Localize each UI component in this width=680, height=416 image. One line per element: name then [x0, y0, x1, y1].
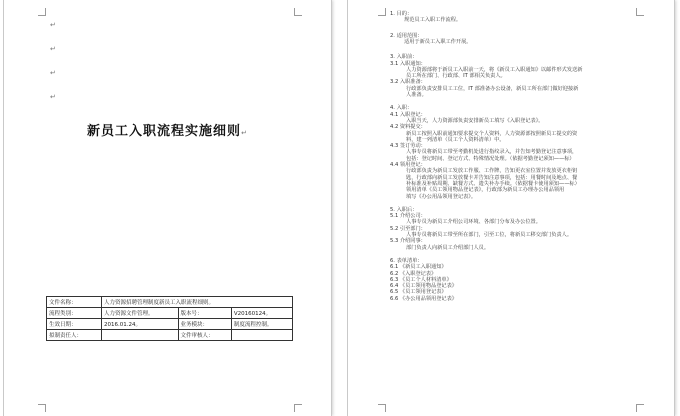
margin-corner-mark — [378, 8, 386, 16]
table-cell-label[interactable]: 业务模块： — [178, 319, 231, 330]
table-cell-value[interactable] — [231, 330, 292, 341]
table-cell-value[interactable]: 人力资源文件管理。 — [102, 308, 179, 319]
paragraph-mark: ↵ — [241, 129, 248, 137]
subsection-text: 新员工按照入职前通知要求提交个人资料，人力资源部按照新员工提交的资 — [406, 130, 578, 137]
table-cell-label[interactable]: 生效日期： — [47, 319, 102, 330]
subsection-text: 填写《办公用品领用登记表》。 — [406, 193, 477, 200]
section-heading: 5. 入职后： — [390, 206, 418, 213]
margin-corner-mark — [636, 404, 644, 412]
margin-corner-mark — [294, 8, 302, 16]
margin-corner-mark — [38, 404, 46, 412]
subsection-heading: 5.1 介绍公司： — [390, 213, 426, 220]
info-table-row — [47, 319, 293, 330]
subsection-text: 领用清单《员工领用物品登记表》，行政部为新员工办理办公用品领用 — [406, 187, 565, 194]
table-cell-label[interactable]: 文件名称： — [47, 297, 102, 308]
info-table-row — [47, 330, 293, 341]
section-heading: 3. 入职前： — [390, 54, 418, 61]
section-text: 规范员工入职工作流程。 — [404, 17, 462, 24]
section-heading: 6. 表单清单： — [390, 257, 423, 264]
table-cell-value[interactable]: 2016.01.24。 — [102, 319, 179, 330]
margin-corner-mark — [294, 404, 302, 412]
subsection-heading: 5.2 引至部门： — [390, 225, 426, 232]
table-cell-value[interactable]: 制度流程控制。 — [231, 319, 292, 330]
subsection-heading: 6.5 《员工领用登记表》 — [390, 289, 447, 296]
info-table-row — [47, 308, 293, 319]
margin-corner-mark — [378, 404, 386, 412]
document-title-text: 新员工入职流程实施细则 — [87, 124, 242, 139]
subsection-heading: 6.1 《新员工入职通知》 — [390, 264, 447, 271]
paragraph-mark: ↵ — [50, 93, 56, 101]
document-page-2 — [348, 0, 674, 416]
document-info-table[interactable] — [46, 296, 293, 341]
subsection-text: 补标准及补贴周期、缺餐方式、遗失补办手续。（依据餐卡使用须知——标） — [406, 180, 580, 187]
subsection-heading: 3.1 入职通知： — [390, 60, 426, 67]
section-heading: 2. 适用范围： — [390, 32, 423, 39]
subsection-text: 包括：登记时间、登记方式、特殊情况处理。（依据考勤登记须知——标） — [406, 155, 575, 162]
info-table-row — [47, 297, 293, 308]
paragraph-mark: ↵ — [50, 21, 56, 29]
subsection-text: 人事专员将新员工带至所在部门，引至工位，将新员工移交部门负责人。 — [406, 232, 573, 238]
paragraph-mark: ↵ — [50, 69, 56, 77]
subsection-heading: 6.2 《入职登记表》 — [390, 270, 437, 277]
subsection-text: 人事专员将新员工带至考勤机处进行指纹录入，并告知考勤登记注意事项， — [406, 149, 578, 156]
document-page-1 — [4, 0, 331, 416]
subsection-text: 行政部负责为新员工发放工作服、工作牌，告知更衣室位置并发放更衣柜钥 — [406, 168, 578, 175]
table-cell-value[interactable]: V20160124。 — [231, 308, 292, 319]
subsection-text: 行政部负责安排员工工位，IT 部准备办公设备，新员工所在部门做好迎接新 — [406, 85, 579, 92]
subsection-heading: 6.6 《办公用品领用登记表》 — [390, 295, 457, 302]
subsection-heading: 6.3 《员工个人材料清单》 — [390, 276, 452, 283]
margin-corner-mark — [38, 8, 46, 16]
margin-corner-mark — [636, 8, 644, 16]
subsection-text: 料，建一列清单（员工个人资料清单）中。 — [406, 136, 505, 143]
subsection-text: 人事专员为新员工介绍公司环境、各部门分布及办公位置。 — [406, 219, 541, 226]
subsection-text: 入职当天，人力资源部负责安排新员工填写《入职登记表》。 — [406, 117, 544, 124]
subsection-heading: 5.3 介绍同事： — [390, 238, 426, 245]
subsection-heading: 4.1 入职登记： — [390, 111, 426, 118]
document-title[interactable] — [4, 120, 331, 139]
subsection-heading: 4.3 签订劳动： — [390, 143, 426, 150]
subsection-heading: 3.2 入职准备： — [390, 79, 426, 86]
subsection-heading: 4.4 领用登记： — [390, 162, 426, 168]
section-heading: 4. 入职： — [390, 105, 413, 112]
subsection-text: 部门负责人向新员工介绍部门人员。 — [406, 244, 490, 251]
table-cell-label[interactable]: 文件审核人： — [178, 330, 231, 341]
table-cell-value[interactable] — [102, 330, 179, 341]
table-cell-value[interactable]: 人力资源招聘管理制度新员工入职流程细则。 — [102, 297, 293, 308]
section-heading: 1. 目的： — [390, 11, 413, 17]
subsection-heading: 6.4 《员工领用物品登记表》 — [390, 283, 457, 290]
subsection-text: 匙，行政部向新员工发放餐卡并告知注意事项，包括：用餐时间及地点、餐 — [406, 174, 578, 181]
table-cell-label[interactable]: 版本号： — [178, 308, 231, 319]
section-text: 适用于新员工入职工作开展。 — [404, 38, 472, 45]
subsection-text: 人力资源部将于新员工入职前一天，将《新员工入职通知》以邮件形式发送新 — [406, 66, 583, 73]
subsection-text: 员工所在部门、行政部、IT 部相关负责人。 — [406, 73, 506, 80]
table-cell-label[interactable]: 拟制责任人： — [47, 330, 102, 341]
subsection-heading: 4.2 资料提交： — [390, 124, 426, 131]
table-cell-label[interactable]: 流程类别： — [47, 308, 102, 319]
paragraph-mark: ↵ — [50, 45, 56, 53]
subsection-text: 人准备。 — [406, 92, 427, 98]
